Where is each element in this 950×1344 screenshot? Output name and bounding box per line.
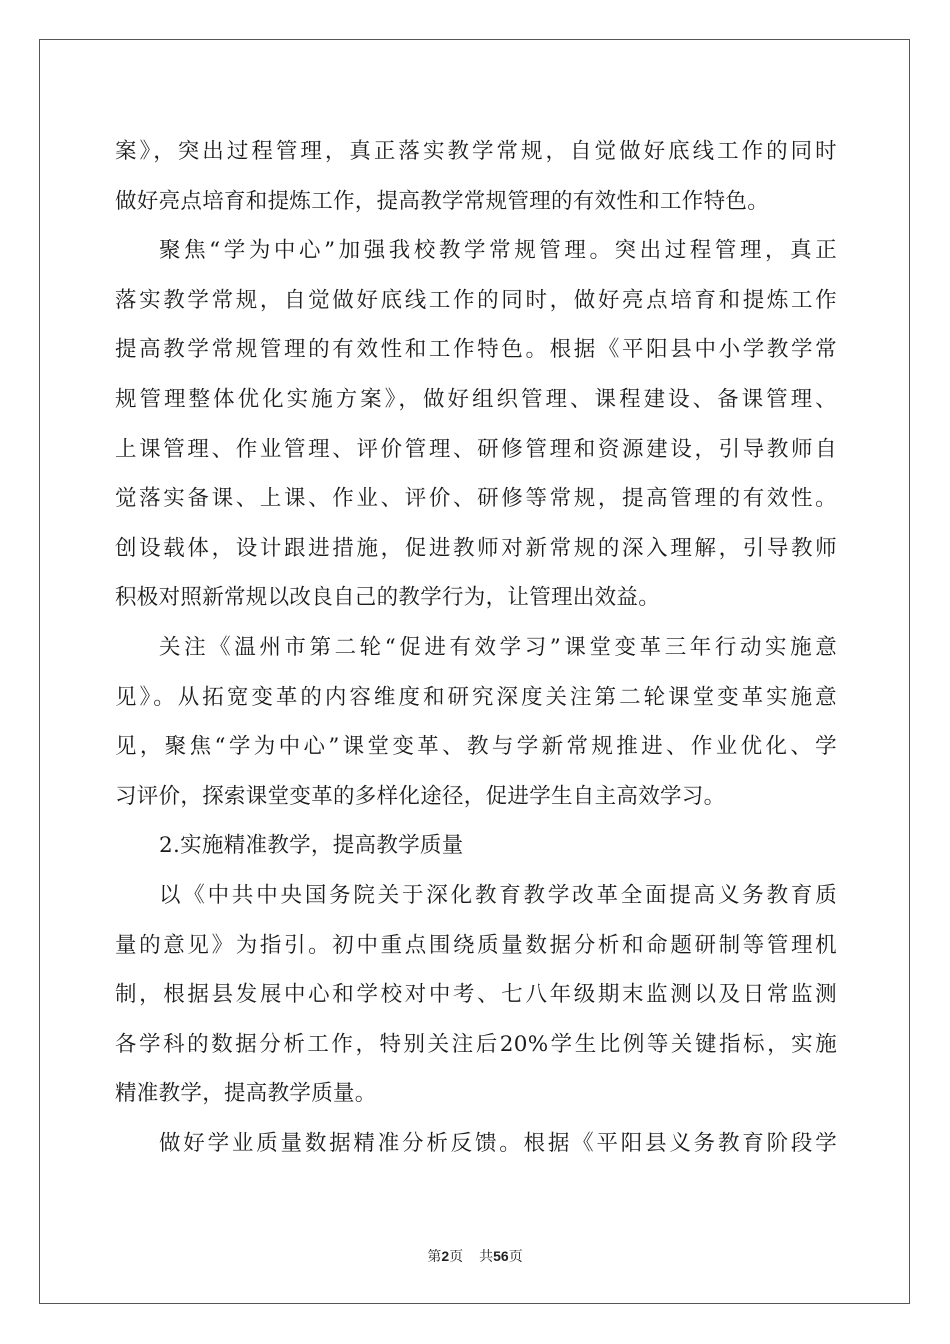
text-line: 上课管理、作业管理、评价管理、研修管理和资源建设，引导教师自 bbox=[115, 436, 837, 462]
text-line: 精准教学，提高教学质量。 bbox=[115, 1081, 377, 1107]
footer-total-prefix: 共 bbox=[479, 1249, 494, 1265]
text-line: 2.实施精准教学，提高教学质量 bbox=[159, 833, 464, 859]
text-line: 关注《温州市第二轮“促进有效学习”课堂变革三年行动实施意 bbox=[159, 634, 837, 660]
text-line: 觉落实备课、上课、作业、评价、研修等常规，提高管理的有效性。 bbox=[115, 486, 837, 512]
text-line: 见，聚焦“学为中心”课堂变革、教与学新常规推进、作业优化、学 bbox=[115, 734, 837, 760]
footer-total-suffix: 页 bbox=[508, 1249, 523, 1265]
text-line: 做好学业质量数据精准分析反馈。根据《平阳县义务教育阶段学 bbox=[159, 1130, 837, 1156]
document-body bbox=[115, 127, 837, 1168]
footer-page-number: 2 bbox=[441, 1248, 450, 1264]
text-line: 案》，突出过程管理，真正落实教学常规，自觉做好底线工作的同时 bbox=[115, 139, 837, 164]
text-line: 量的意见》为指引。初中重点围绕质量数据分析和命题研制等管理机 bbox=[115, 932, 837, 958]
text-line: 创设载体，设计跟进措施，促进教师对新常规的深入理解，引导教师 bbox=[115, 535, 837, 561]
text-line: 规管理整体优化实施方案》，做好组织管理、课程建设、备课管理、 bbox=[115, 386, 837, 412]
page-footer bbox=[0, 1246, 950, 1266]
footer-page-suffix: 页 bbox=[449, 1249, 464, 1265]
footer-total-pages: 56 bbox=[493, 1248, 509, 1264]
text-line: 落实教学常规，自觉做好底线工作的同时，做好亮点培育和提炼工作 bbox=[115, 287, 837, 313]
text-line: 各学科的数据分析工作，特别关注后20%学生比例等关键指标，实施 bbox=[115, 1031, 837, 1057]
footer-page-prefix: 第 bbox=[427, 1249, 442, 1265]
text-line: 积极对照新常规以改良自己的教学行为，让管理出效益。 bbox=[115, 585, 661, 611]
text-line: 以《中共中央国务院关于深化教育教学改革全面提高义务教育质 bbox=[159, 882, 837, 908]
text-line: 提高教学常规管理的有效性和工作特色。根据《平阳县中小学教学常 bbox=[115, 337, 837, 363]
text-line: 习评价，探索课堂变革的多样化途径，促进学生自主高效学习。 bbox=[115, 783, 726, 809]
text-line: 制，根据县发展中心和学校对中考、七八年级期末监测以及日常监测 bbox=[115, 982, 837, 1008]
text-line: 见》。从拓宽变革的内容维度和研究深度关注第二轮课堂变革实施意 bbox=[115, 684, 837, 710]
text-line: 聚焦“学为中心”加强我校教学常规管理。突出过程管理，真正 bbox=[159, 238, 837, 264]
text-line: 做好亮点培育和提炼工作，提高教学常规管理的有效性和工作特色。 bbox=[115, 188, 770, 214]
